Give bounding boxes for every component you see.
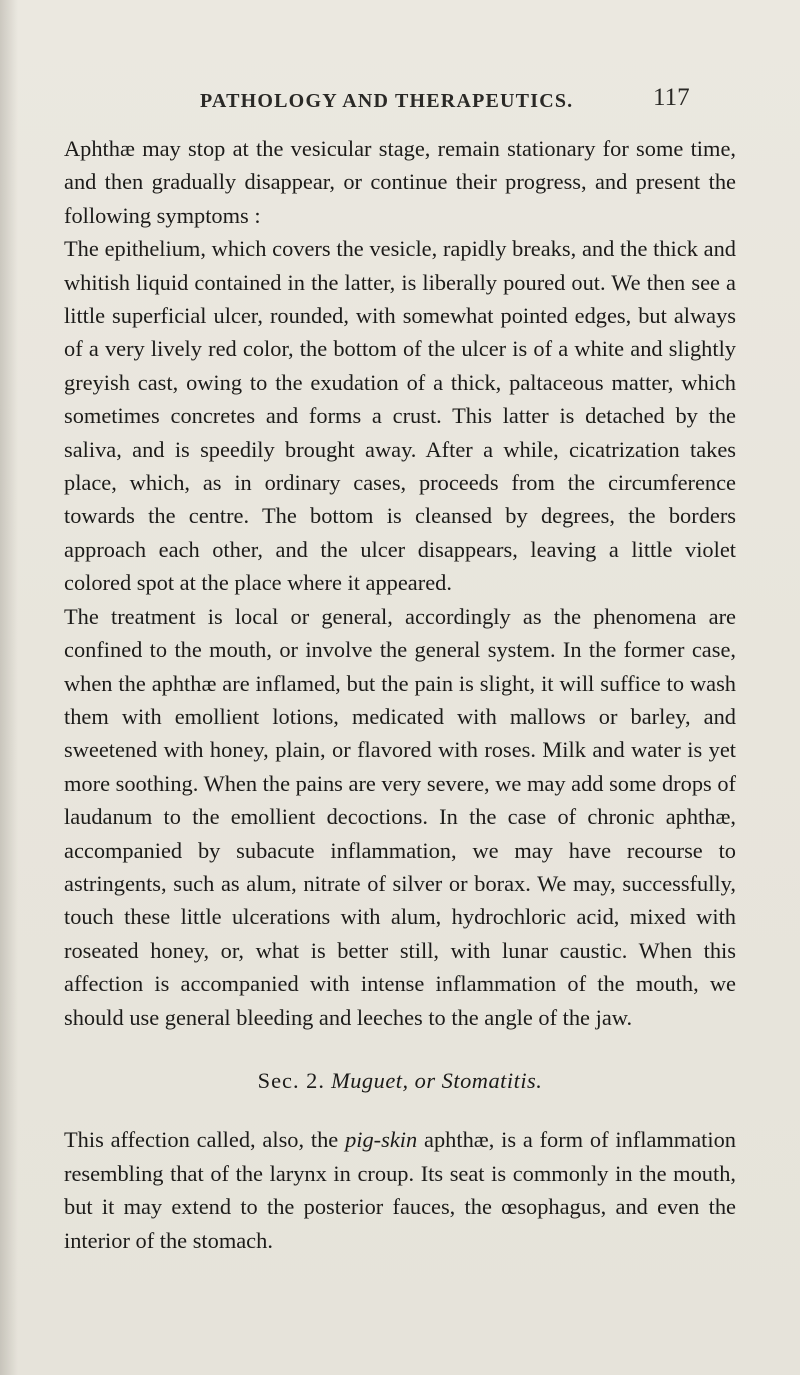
page-number: 117 xyxy=(653,84,690,111)
paragraph-muguet xyxy=(64,1123,736,1257)
section-heading xyxy=(64,1064,736,1097)
spine-shadow xyxy=(0,0,18,1375)
page-header xyxy=(0,84,800,114)
running-head: PATHOLOGY AND THERAPEUTICS. xyxy=(200,90,574,112)
section-title: Muguet, or Stomatitis. xyxy=(331,1067,543,1093)
paragraph-treatment: The treatment is local or general, accordingly as the phenomena are confined to the mouth, or involve the general system. In the former case, when the aphthæ are inflamed, but the pain is slight, it will suffice to wash them with emollient lotions, medicated with mallows or barley, and sweetened with honey, plain, or flavored with roses. Milk and water is yet more soothing. When the pains are very severe, we may add some drops of laudanum to the emollient decoctions. In the case of chronic aphthæ, accompanied by subacute inflammation, we may have recourse to astringents, such as alum, nitrate of silver or borax. We may, successfully, touch these little ulcerations with alum, hydrochloric acid, mixed with roseated honey, or, what is better still, with lunar caustic. When this affection is accompanied with intense inflammation of the mouth, we should use general bleeding and leeches to the angle of the jaw. xyxy=(64,603,736,1030)
page-body xyxy=(64,132,736,1257)
paragraph-muguet-lead: This affection called, also, the xyxy=(64,1127,339,1153)
paragraph-ulcer-description: The epithelium, which covers the vesicle, rapidly breaks, and the thick and whitish liquid contained in the latter, is liberally poured out. We then see a little superficial ulcer, rounded, with somewhat pointed edges, but always of a very lively red color, the bottom of the ulcer is of a white and slightly greyish cast, owing to the exudation of a thick, paltaceous matter, which sometimes concretes and forms a crust. This latter is detached by the saliva, and is speedily brought away. After a while, cicatrization takes place, which, as in ordinary cases, proceeds from the circumference towards the centre. The bottom is cleansed by degrees, the borders approach each other, and the ulcer disappears, leaving a little violet colored spot at the place where it appeared. xyxy=(64,236,736,596)
paragraph-aphthae-stages: Aphthæ may stop at the vesicular stage, remain stationary for some time, and then gradually disappear, or continue their progress, and present the following symptoms : xyxy=(64,136,736,228)
paragraph-muguet-rest: aphthæ, is a form of inflammation resembling that of the larynx in croup. Its seat is commonly in the mouth, but it may extend to the posterior fauces, the œsophagus, and even the interior of the stomach. xyxy=(64,1127,736,1253)
section-label: Sec. 2. xyxy=(257,1067,325,1093)
paragraph-muguet-italic: pig-skin xyxy=(345,1127,418,1153)
